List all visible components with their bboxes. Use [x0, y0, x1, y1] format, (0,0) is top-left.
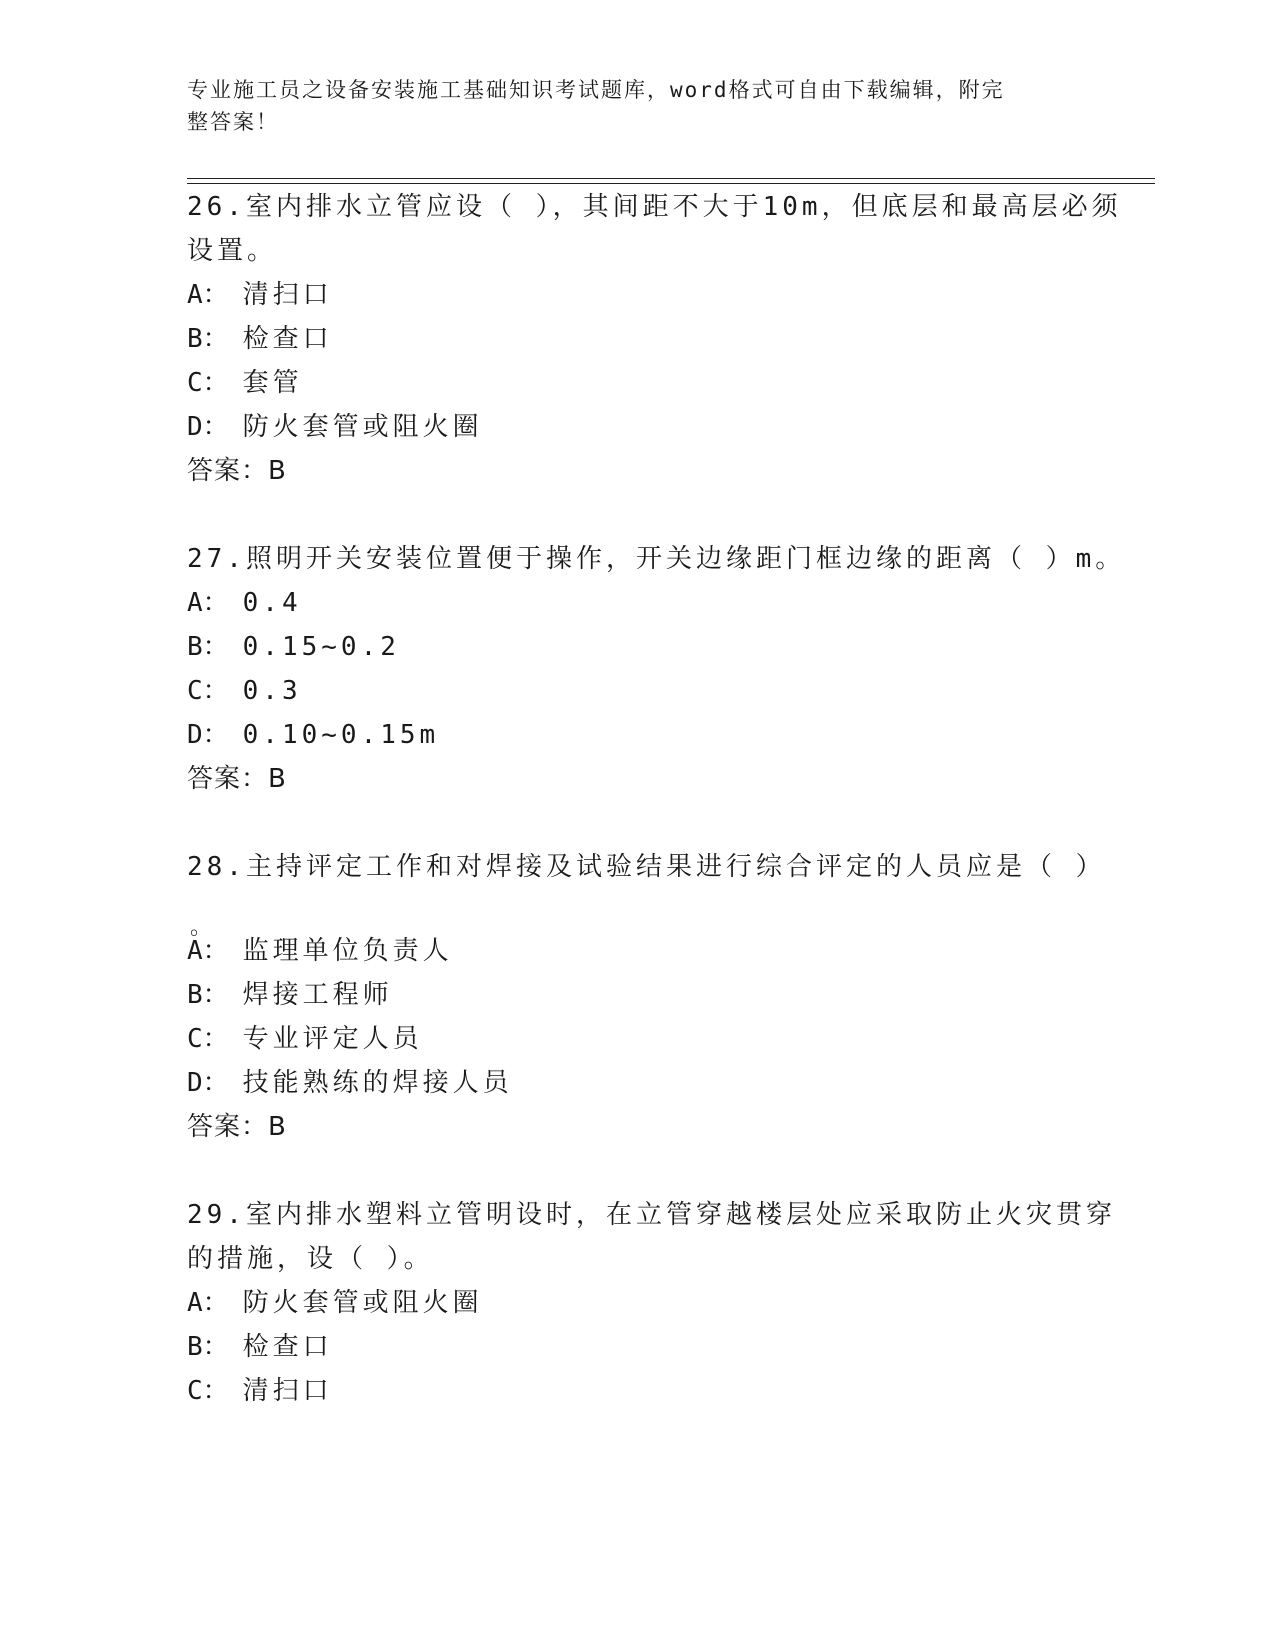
option-text: 检查口: [242, 1332, 333, 1362]
question-28-option-b: [187, 974, 393, 1011]
document-header: [187, 74, 1067, 138]
option-text: 套管: [242, 368, 303, 398]
option-label: A：: [187, 936, 229, 966]
question-27-line-1: 27.照明开关安装位置便于操作，开关边缘距门框边缘的距离（ ）m。: [187, 544, 1126, 574]
question-29-line-1: 29.室内排水塑料立管明设时，在立管穿越楼层处应采取防止火灾贯穿: [187, 1200, 1116, 1230]
option-text: 专业评定人员: [242, 1024, 423, 1054]
question-28-option-a: [187, 930, 453, 967]
question-26-line-2: 设置。: [187, 236, 278, 266]
option-label: C：: [187, 368, 229, 398]
question-28-option-d: [187, 1062, 513, 1099]
question-26-option-a: [187, 274, 333, 311]
option-text: 焊接工程师: [242, 980, 393, 1010]
option-label: D：: [187, 720, 229, 750]
question-26-option-c: [187, 362, 303, 399]
question-29-option-b: [187, 1326, 333, 1363]
header-divider-bottom: [187, 183, 1155, 184]
option-text: 监理单位负责人: [242, 936, 453, 966]
question-27-option-b: [187, 626, 400, 663]
option-label: B：: [187, 632, 229, 662]
option-label: C：: [187, 676, 229, 706]
option-text: 0.4: [242, 588, 302, 618]
question-28-line-2: 。: [190, 915, 213, 940]
question-26-line-1: 26.室内排水立管应设（ ），其间距不大于10m，但底层和最高层必须: [187, 192, 1122, 222]
option-text: 清扫口: [242, 1376, 333, 1406]
question-28-option-c: [187, 1018, 423, 1055]
question-28-answer: 答案：B: [187, 1112, 287, 1142]
option-label: D：: [187, 412, 229, 442]
option-label: A：: [187, 280, 229, 310]
question-26-option-d: [187, 406, 483, 443]
question-27-option-d: [187, 714, 439, 751]
question-29-option-c: [187, 1370, 333, 1407]
option-label: B：: [187, 980, 229, 1010]
option-label: A：: [187, 1288, 229, 1318]
option-label: D：: [187, 1068, 229, 1098]
option-text: 检查口: [242, 324, 333, 354]
question-26-option-b: [187, 318, 333, 355]
option-label: B：: [187, 324, 229, 354]
question-28-line-1: 28.主持评定工作和对焊接及试验结果进行综合评定的人员应是（ ）: [187, 852, 1106, 882]
option-text: 防火套管或阻火圈: [242, 1288, 483, 1318]
header-line-2: 整答案！: [187, 110, 279, 134]
option-label: A：: [187, 588, 229, 618]
option-label: B：: [187, 1332, 229, 1362]
question-27-option-c: [187, 670, 302, 707]
option-text: 0.10~0.15m: [242, 720, 440, 750]
option-text: 技能熟练的焊接人员: [242, 1068, 513, 1098]
header-line-1: 专业施工员之设备安装施工基础知识考试题库，word格式可自由下载编辑，附完: [187, 78, 1005, 102]
question-26-answer: 答案：B: [187, 456, 287, 486]
question-29-line-2: 的措施，设（ ）。: [187, 1244, 434, 1274]
option-text: 清扫口: [242, 280, 333, 310]
option-text: 防火套管或阻火圈: [242, 412, 483, 442]
question-27-answer: 答案：B: [187, 764, 287, 794]
header-divider-top: [187, 178, 1155, 179]
question-29-option-a: [187, 1282, 483, 1319]
option-label: C：: [187, 1376, 229, 1406]
question-27-option-a: [187, 582, 302, 619]
option-label: C：: [187, 1024, 229, 1054]
option-text: 0.15~0.2: [242, 632, 400, 662]
option-text: 0.3: [242, 676, 302, 706]
